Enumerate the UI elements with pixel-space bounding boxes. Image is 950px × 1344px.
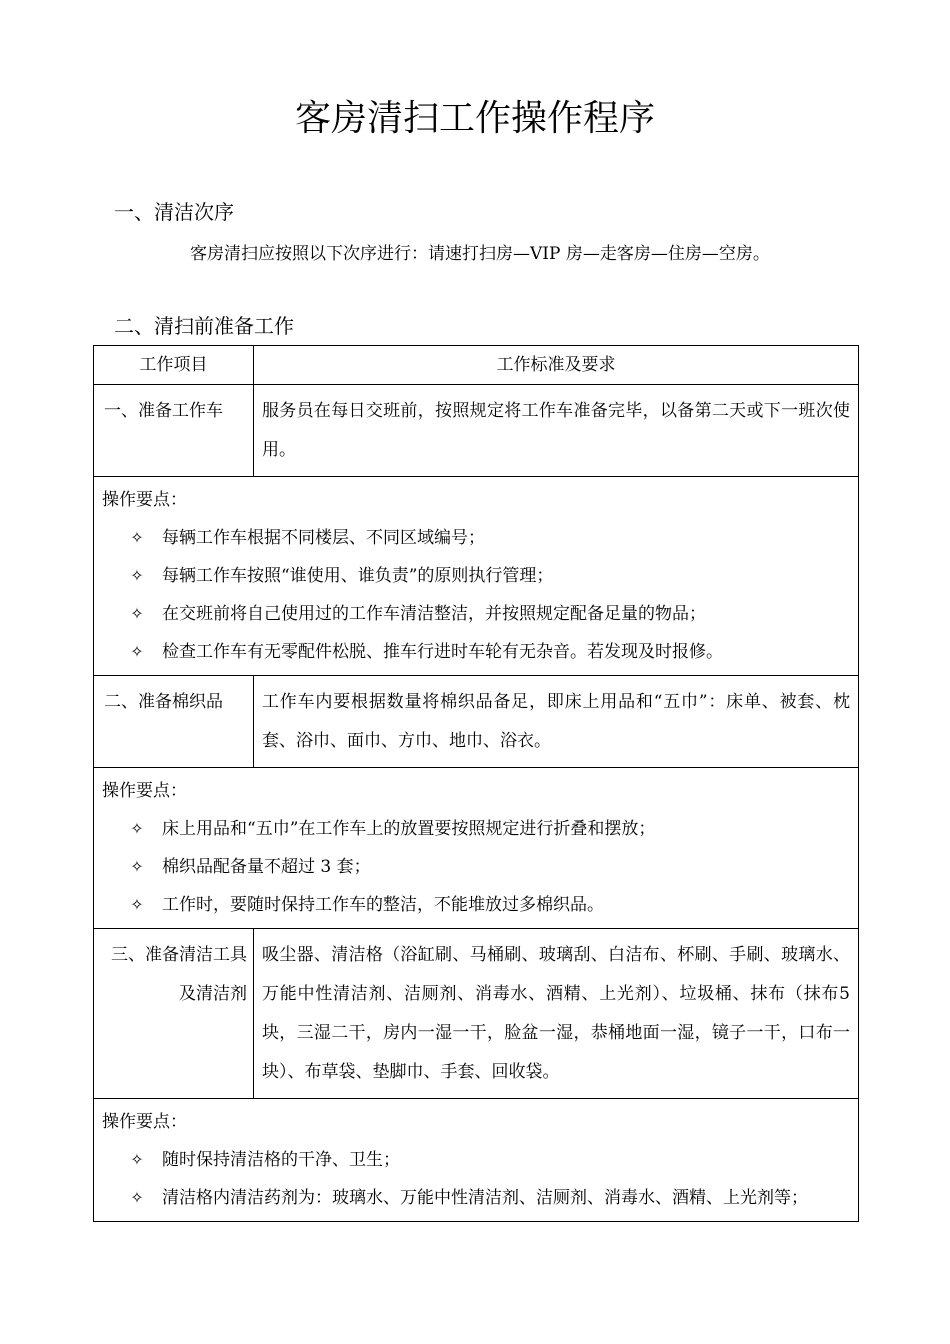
item-name-cart: 一、准备工作车 [94, 385, 254, 477]
table-row [94, 1099, 859, 1222]
diamond-star-icon: ✧ [130, 895, 144, 914]
key-point-text: 清洁格内清洁药剂为：玻璃水、万能中性清洁剂、洁厕剂、消毒水、酒精、上光剂等； [162, 1188, 808, 1208]
document-title: 客房清扫工作操作程序 [294, 98, 655, 139]
diamond-star-icon: ✧ [130, 857, 144, 876]
item-name-linens: 二、准备棉织品 [94, 676, 254, 768]
key-point-text: 检查工作车有无零配件松脱、推车行进时车轮有无杂音。若发现及时报修。 [162, 642, 723, 662]
diamond-star-icon: ✧ [130, 604, 144, 623]
key-point-text: 随时保持清洁格的干净、卫生； [162, 1150, 400, 1170]
key-point-text: 床上用品和“五巾”在工作车上的放置要按照规定进行折叠和摆放； [162, 819, 656, 839]
diamond-star-icon: ✧ [130, 528, 144, 547]
key-points-title: 操作要点： [102, 781, 187, 801]
header-work-standard: 工作标准及要求 [254, 346, 859, 385]
key-point-text: 在交班前将自己使用过的工作车清洁整洁，并按照规定配备足量的物品； [162, 604, 706, 624]
table-row [94, 929, 859, 1099]
item-standard-cleaning-tools: 吸尘器、清洁格（浴缸刷、马桶刷、玻璃刮、白洁布、杯刷、手刷、玻璃水、万能中性清洁剂、洁厕剂、消毒水、酒精、上光剂）、垃圾桶、抹布（抹布5块，三湿二干，房内一湿一干，脸盆一湿，恭桶地面一湿，镜子一干，口布一块）、布草袋、垫脚巾、手套、回收袋。 [254, 929, 859, 1099]
list-item [102, 1179, 850, 1217]
table-row [94, 385, 859, 477]
diamond-star-icon: ✧ [130, 819, 144, 838]
list-item [102, 1141, 850, 1179]
diamond-star-icon: ✧ [130, 642, 144, 661]
section-heading-cleaning-order: 一、清洁次序 [114, 200, 234, 224]
key-points-cleaning-tools [94, 1099, 859, 1222]
section-heading-preparation: 二、清扫前准备工作 [114, 314, 294, 338]
diamond-star-icon: ✧ [130, 566, 144, 585]
key-points-title: 操作要点： [102, 490, 187, 510]
list-item [102, 557, 850, 595]
key-points-linens [94, 768, 859, 929]
key-point-text: 每辆工作车根据不同楼层、不同区域编号； [162, 528, 485, 548]
list-item [102, 633, 850, 671]
diamond-star-icon: ✧ [130, 1188, 144, 1207]
cleaning-order-paragraph: 客房清扫应按照以下次序进行：请速打扫房—VIP 房—走客房—住房—空房。 [190, 244, 770, 264]
table-row [94, 768, 859, 929]
item-standard-cart: 服务员在每日交班前，按照规定将工作车准备完毕，以备第二天或下一班次使用。 [254, 385, 859, 477]
diamond-star-icon: ✧ [130, 1150, 144, 1169]
key-point-text: 工作时，要随时保持工作车的整洁，不能堆放过多棉织品。 [162, 895, 604, 915]
key-points-cart [94, 477, 859, 676]
list-item [102, 519, 850, 557]
key-points-title: 操作要点： [102, 1112, 187, 1132]
list-item [102, 810, 850, 848]
list-item [102, 595, 850, 633]
key-point-text: 每辆工作车按照“谁使用、谁负责”的原则执行管理； [162, 566, 554, 586]
list-item [102, 848, 850, 886]
list-item [102, 886, 850, 924]
table-row [94, 676, 859, 768]
item-name-cleaning-tools: 三、准备清洁工具及清洁剂 [94, 929, 254, 1099]
preparation-table [93, 345, 859, 1222]
item-standard-linens: 工作车内要根据数量将棉织品备足，即床上用品和“五巾”：床单、被套、枕套、浴巾、面巾、方巾、地巾、浴衣。 [254, 676, 859, 768]
header-work-item: 工作项目 [94, 346, 254, 385]
table-row [94, 477, 859, 676]
key-point-text: 棉织品配备量不超过 3 套； [162, 857, 371, 877]
table-header-row [94, 346, 859, 385]
